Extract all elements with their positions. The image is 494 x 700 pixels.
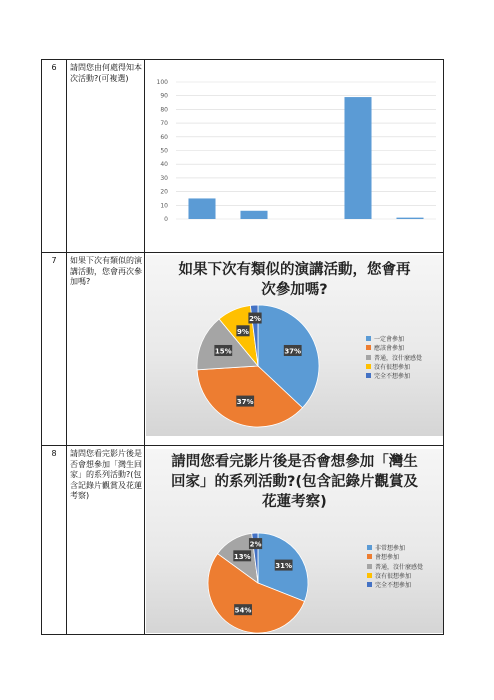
column-divider bbox=[66, 60, 67, 634]
survey-table bbox=[41, 59, 444, 635]
question-number: 7 bbox=[51, 256, 57, 265]
y-tick-label: 0 bbox=[164, 216, 168, 223]
legend-label: 普通，沒什麼感覺 bbox=[375, 563, 424, 571]
data-label: 2% bbox=[249, 540, 262, 549]
legend-label: 沒有很想參加 bbox=[374, 364, 411, 372]
legend-swatch bbox=[367, 573, 372, 578]
y-tick-label: 70 bbox=[160, 120, 168, 128]
legend-item bbox=[366, 353, 422, 362]
chart-legend bbox=[366, 334, 422, 380]
legend-swatch bbox=[367, 554, 372, 559]
legend-label: 完全不想參加 bbox=[375, 582, 412, 590]
legend-swatch bbox=[366, 355, 371, 360]
legend-label: 會想參加 bbox=[375, 554, 400, 562]
data-label: 9% bbox=[237, 327, 249, 336]
question-text: 請問您看完影片後是否會想參加「灣生回家」的系列活動?(包含記錄片觀賞及花蓮考察) bbox=[70, 449, 142, 500]
bar bbox=[396, 218, 423, 219]
y-tick-label: 40 bbox=[160, 161, 168, 169]
pie-chart-attend-again bbox=[146, 255, 443, 436]
legend-label: 應該會參加 bbox=[374, 345, 405, 353]
question-number: 6 bbox=[51, 63, 57, 72]
legend-swatch bbox=[367, 564, 372, 569]
row-divider bbox=[42, 252, 443, 253]
y-tick-label: 100 bbox=[156, 79, 168, 86]
y-tick-label: 20 bbox=[160, 188, 168, 196]
legend-item bbox=[367, 543, 423, 552]
y-tick-label: 30 bbox=[160, 174, 168, 182]
legend-swatch bbox=[367, 545, 372, 550]
data-label: 54% bbox=[234, 606, 252, 615]
chart-legend bbox=[367, 543, 423, 589]
legend-item bbox=[366, 334, 422, 343]
data-label: 31% bbox=[275, 562, 293, 571]
data-label: 37% bbox=[236, 398, 254, 407]
legend-item bbox=[367, 552, 423, 561]
bar-chart bbox=[146, 66, 443, 246]
legend-label: 一定會參加 bbox=[374, 336, 405, 344]
y-tick-label: 60 bbox=[160, 133, 168, 141]
legend-item bbox=[367, 580, 423, 589]
question-number: 8 bbox=[51, 449, 57, 458]
legend-item bbox=[366, 362, 422, 371]
data-label: 37% bbox=[284, 347, 302, 356]
legend-label: 沒有很想參加 bbox=[375, 573, 412, 581]
chart-title: 請問您看完影片後是否會想參加「灣生回家」的系列活動?(包含記錄片觀賞及花蓮考察) bbox=[170, 454, 419, 510]
y-tick-label: 50 bbox=[160, 147, 168, 155]
bar bbox=[188, 198, 215, 219]
bar bbox=[344, 97, 371, 219]
chart-title: 如果下次有類似的演講活動，您會再次參加嗎? bbox=[178, 262, 411, 298]
pie-chart bbox=[146, 449, 443, 633]
legend-swatch bbox=[366, 345, 371, 350]
y-tick-label: 10 bbox=[160, 202, 168, 210]
legend-item bbox=[367, 571, 423, 580]
legend-swatch bbox=[366, 373, 371, 378]
question-text: 如果下次有類似的演講活動，您會再次參加嗎? bbox=[70, 256, 142, 286]
legend-label: 完全不想參加 bbox=[374, 373, 411, 381]
legend-item bbox=[366, 343, 422, 352]
legend-swatch bbox=[366, 364, 371, 369]
pie-chart-join-series bbox=[146, 449, 443, 633]
row-divider bbox=[42, 445, 443, 446]
data-label: 2% bbox=[249, 315, 261, 324]
legend-label: 普通，沒什麼感覺 bbox=[374, 354, 423, 362]
legend-swatch bbox=[367, 582, 372, 587]
legend-item bbox=[367, 562, 423, 571]
legend-item bbox=[366, 371, 422, 380]
column-divider bbox=[144, 60, 145, 634]
data-label: 15% bbox=[214, 347, 232, 356]
legend-label: 非常想參加 bbox=[375, 545, 406, 553]
bar-chart-sources bbox=[146, 66, 443, 246]
y-tick-label: 90 bbox=[160, 92, 168, 100]
question-text: 請問您由何處得知本次活動?(可複選) bbox=[70, 63, 142, 83]
bar bbox=[240, 211, 267, 219]
data-label: 13% bbox=[233, 552, 251, 561]
legend-swatch bbox=[366, 336, 371, 341]
y-tick-label: 80 bbox=[160, 106, 168, 114]
